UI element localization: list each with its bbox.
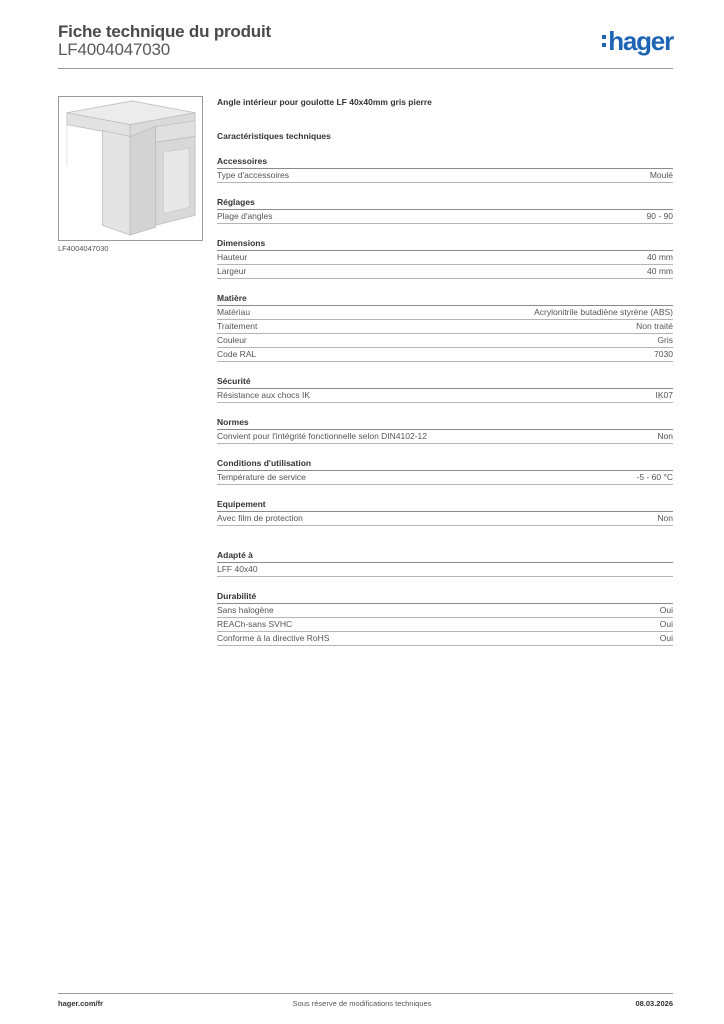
spec-row: [217, 306, 673, 320]
spec-row: [217, 320, 673, 334]
spec-value: Acrylonitrile butadiène styrène (ABS): [534, 307, 673, 317]
spec-label: Conforme à la directive RoHS: [217, 633, 330, 643]
spec-label: REACh-sans SVHC: [217, 619, 293, 629]
spec-value: 40 mm: [647, 252, 673, 262]
header-divider: [58, 68, 673, 69]
spec-label: Température de service: [217, 472, 306, 482]
spec-label: Avec film de protection: [217, 513, 303, 523]
spec-label: Largeur: [217, 266, 247, 276]
spec-value: Oui: [659, 619, 673, 629]
section-matiere: [217, 293, 673, 362]
section-title: Réglages: [217, 197, 673, 210]
spec-value: Oui: [659, 633, 673, 643]
spec-value: Non: [657, 513, 673, 523]
footer-website-link[interactable]: hager.com/fr: [58, 999, 104, 1008]
section-dimensions: [217, 238, 673, 279]
product-reference: LF4004047030: [58, 40, 170, 59]
footer-notice: Sous réserve de modifications techniques: [292, 999, 432, 1008]
section-title: Durabilité: [217, 591, 673, 604]
spec-row: [217, 430, 673, 444]
spec-value: Moulé: [649, 170, 673, 180]
spec-label: Code RAL: [217, 349, 257, 359]
spec-value: Non traité: [636, 321, 673, 331]
spec-value: IK07: [655, 390, 673, 400]
spec-label: Sans halogène: [217, 605, 274, 615]
spec-row: [217, 389, 673, 403]
spec-value: Oui: [659, 605, 673, 615]
page-header: [58, 22, 673, 68]
spec-row: [217, 618, 673, 632]
section-title: Conditions d'utilisation: [217, 458, 673, 471]
spec-label: Plage d'angles: [217, 211, 273, 221]
spec-row: [217, 169, 673, 183]
logo-dots-icon: [602, 33, 606, 49]
section-title: Accessoires: [217, 156, 673, 169]
footer-divider: [58, 993, 673, 994]
section-title: Dimensions: [217, 238, 673, 251]
spec-row: [217, 334, 673, 348]
product-image: [58, 96, 203, 241]
section-title: Adapté à: [217, 550, 673, 563]
spec-value: Non: [657, 431, 673, 441]
section-securite: [217, 376, 673, 403]
section-title: Equipement: [217, 499, 673, 512]
technical-content: [217, 96, 673, 646]
spec-label: Type d'accessoires: [217, 170, 290, 180]
section-title: Normes: [217, 417, 673, 430]
logo-text: hager: [608, 26, 673, 56]
spec-row: [217, 251, 673, 265]
footer-date: 08.03.2026: [635, 999, 673, 1008]
spec-row: [217, 348, 673, 362]
spec-row: [217, 265, 673, 279]
spec-value: 7030: [654, 349, 673, 359]
spec-label: LFF 40x40: [217, 564, 258, 574]
spec-label: Matériau: [217, 307, 251, 317]
hager-logo: [602, 27, 673, 55]
spec-row: [217, 563, 673, 577]
spec-row: [217, 512, 673, 526]
document-title: Fiche technique du produit: [58, 22, 271, 41]
spec-value: 40 mm: [647, 266, 673, 276]
spec-value: Gris: [657, 335, 673, 345]
technical-characteristics-title: Caractéristiques techniques: [217, 131, 331, 141]
spec-label: Hauteur: [217, 252, 248, 262]
section-title: Matière: [217, 293, 673, 306]
spec-label: Convient pour l'intégrité fonctionnelle selon DIN4102-12: [217, 431, 428, 441]
spec-value: -5 - 60 °C: [636, 472, 673, 482]
spec-value: 90 - 90: [646, 211, 673, 221]
section-adapte: [217, 550, 673, 577]
section-equipement: [217, 499, 673, 526]
section-normes: [217, 417, 673, 444]
section-durabilite: [217, 591, 673, 646]
corner-angle-illustration-icon: [59, 97, 202, 240]
section-accessoires: [217, 156, 673, 183]
spec-row: [217, 632, 673, 646]
spec-label: Traitement: [217, 321, 258, 331]
spec-row: [217, 210, 673, 224]
spec-row: [217, 471, 673, 485]
product-description: Angle intérieur pour goulotte LF 40x40mm gris pierre: [217, 97, 432, 107]
spec-row: [217, 604, 673, 618]
section-reglages: [217, 197, 673, 224]
spec-label: Couleur: [217, 335, 247, 345]
image-caption: LF4004047030: [58, 244, 109, 253]
section-conditions: [217, 458, 673, 485]
spec-label: Résistance aux chocs IK: [217, 390, 311, 400]
section-title: Sécurité: [217, 376, 673, 389]
